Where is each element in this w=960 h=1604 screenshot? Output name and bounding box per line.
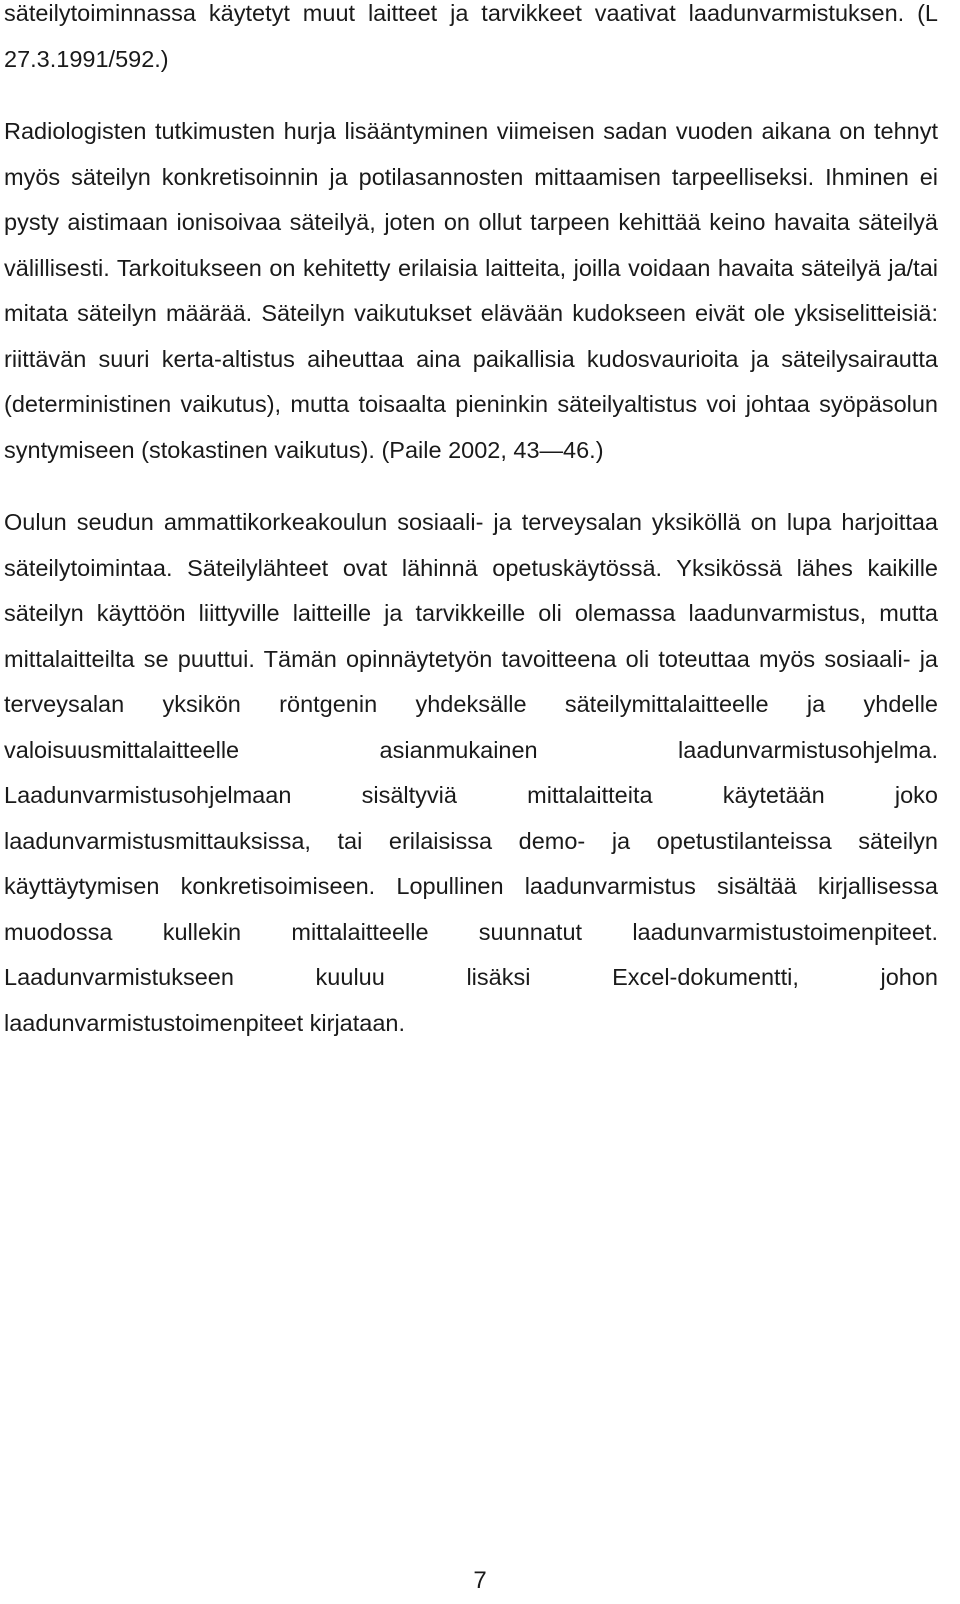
- paragraph-thesis-objective: Oulun seudun ammattikorkeakoulun sosiaali- ja terveysalan yksiköllä on lupa harjoittaa säteilytoimintaa. Säteilylähteet ovat lähinnä opetuskäytössä. Yksikössä lähes kaikille säteilyn käyttöön liittyville laitteille ja tarvikkeille oli olemassa laadunvarmistus, mutta mittalaitteilta se puuttui. Tämän opinnäytetyön tavoitteena oli toteuttaa myös sosiaali- ja terveysalan yksikön röntgenin yhdeksälle säteilymittalaitteelle ja yhdelle valoisuusmittalaitteelle asianmukainen laadunvarmistusohjelma. Laadunvarmistusohjelmaan sisältyviä mittalaitteita käytetään joko laadunvarmistusmittauksissa, tai erilaisissa demo- ja opetustilanteissa säteilyn käyttäytymisen konkretisoimiseen. Lopullinen laadunvarmistus sisältää kirjallisessa muodossa kullekin mittalaitteelle suunnatut laadunvarmistustoimenpiteet. Laadunvarmistukseen kuuluu lisäksi Excel-dokumentti, johon laadunvarmistustoimenpiteet kirjataan.: [4, 509, 938, 1036]
- document-page: [4, 0, 938, 1046]
- page-number: 7: [473, 1567, 487, 1594]
- paragraph-quality-assurance-intro: säteilytoiminnassa käytetyt muut laitteet ja tarvikkeet vaativat laadunvarmistuksen. (L 27.3.1991/592.): [4, 0, 938, 72]
- paragraph-radiology-background: Radiologisten tutkimusten hurja lisääntyminen viimeisen sadan vuoden aikana on tehnyt myös säteilyn konkretisoinnin ja potilasannosten mittaamisen tarpeelliseksi. Ihminen ei pysty aistimaan ionisoivaa säteilyä, joten on ollut tarpeen kehittää keino havaita säteilyä välillisesti. Tarkoitukseen on kehitetty erilaisia laitteita, joilla voidaan havaita säteilyä ja/tai mitata säteilyn määrää. Säteilyn vaikutukset elävään kudokseen eivät ole yksiselitteisiä: riittävän suuri kerta-altistus aiheuttaa aina paikallisia kudosvaurioita ja säteilysairautta (deterministinen vaikutus), mutta toisaalta pieninkin säteilyaltistus voi johtaa syöpäsolun syntymiseen (stokastinen vaikutus). (Paile 2002, 43—46.): [4, 118, 938, 463]
